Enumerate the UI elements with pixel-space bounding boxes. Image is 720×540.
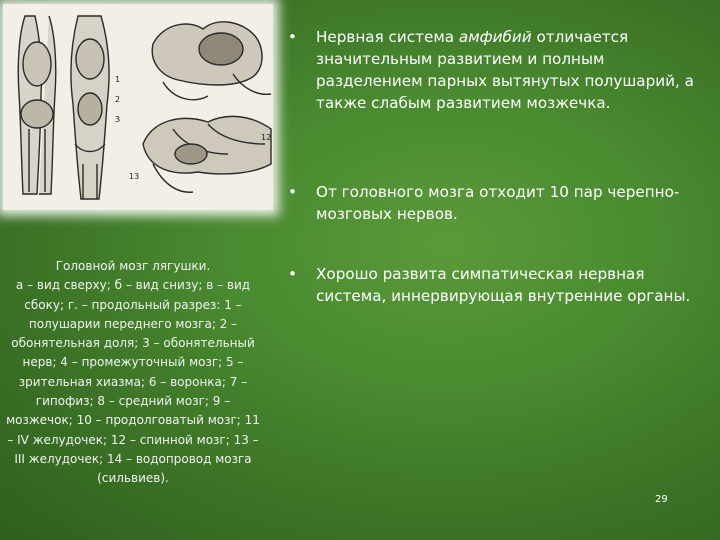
bullet-text: Хорошо развита симпатическая нервная система, иннервирующая внутренние органы. bbox=[316, 265, 691, 305]
frog-brain-illustration bbox=[3, 4, 273, 210]
page-number: 29 bbox=[655, 494, 668, 505]
brain-view-top bbox=[18, 16, 56, 194]
callout-label: 2 bbox=[115, 95, 121, 104]
caption-title: Головной мозг лягушки. bbox=[55, 259, 211, 273]
frog-brain-figure bbox=[3, 4, 273, 210]
caption-body: а – вид сверху; б – вид снизу; в – вид сбоку; г. – продольный разрез: 1 – полушарии переднего мозга; 2 – обонятельная доля; 3 – обонятельный нерв; 4 – промежуточный мозг; 5 – зрительная хиазма; 6 – воронка; 7 – гипофиз; 8 – средний мозг; 9 – мозжечок; 10 – продолговатый мозг; 11 – IV желудочек; 12 – спинной мозг; 13 – III желудочек; 14 – водопровод мозга (сильвиев). bbox=[6, 278, 260, 486]
bullet-marker: • bbox=[288, 28, 297, 46]
bullet-item bbox=[284, 263, 704, 307]
figure-caption bbox=[2, 257, 264, 489]
bullet-marker: • bbox=[288, 265, 297, 283]
bullet-item bbox=[284, 181, 704, 225]
bullet-text-end: отличается значительным развитием и полным разделением парных вытянутых полушарий, а также слабым развитием мозжечка. bbox=[316, 28, 694, 112]
callout-label: 12 bbox=[261, 133, 272, 142]
callout-label: 1 bbox=[115, 75, 121, 84]
bullet-marker: • bbox=[288, 183, 297, 201]
bullet-text-start: Нервная система bbox=[316, 28, 459, 46]
bullet-text: От головного мозга отходит 10 пар черепно-мозговых нервов. bbox=[316, 183, 680, 223]
callout-label: 13 bbox=[129, 172, 140, 181]
bullet-item bbox=[284, 26, 704, 114]
callout-label: 3 bbox=[115, 115, 121, 124]
bullet-text-emphasis: амфибий bbox=[458, 28, 532, 46]
